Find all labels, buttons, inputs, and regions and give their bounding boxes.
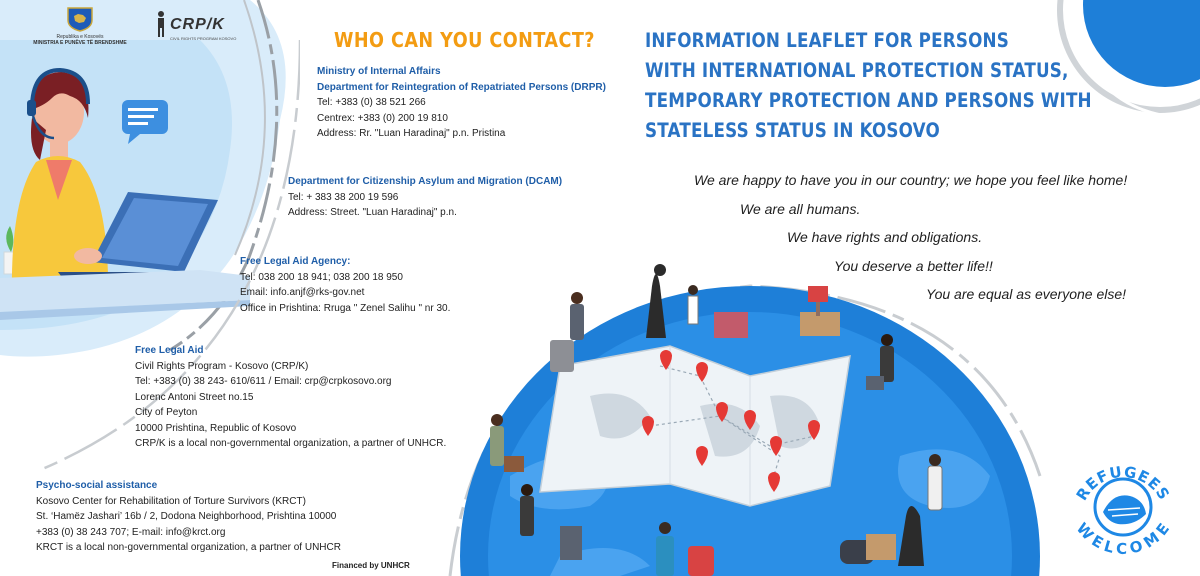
crpk-logo-subtitle: CIVIL RIGHTS PROGRAM KOSOVO [170, 36, 237, 41]
contact-line: Centrex: +383 (0) 200 19 810 [317, 112, 448, 124]
contact-block-legal-aid-agency [240, 254, 450, 316]
contact-line: Office in Prishtina: Rruga " Zenel Salihu " nr 30. [240, 302, 451, 314]
kosovo-logo-line2: MINISTRIA E PUNËVE TË BRENDSHME [33, 40, 127, 46]
kosovo-logo-line1: Republika e Kosovës [56, 34, 104, 40]
contact-heading: Psycho-social assistance [36, 480, 158, 491]
headline-line: STATELESS STATUS IN KOSOVO [645, 119, 940, 142]
slogan-line: You are equal as everyone else! [926, 286, 1127, 302]
contact-line: Tel: +383 (0) 38 243- 610/611 / Email: crp@crpkosovo.org [135, 376, 392, 387]
crpk-logo-name: CRP/K [170, 16, 225, 33]
headline-line: WITH INTERNATIONAL PROTECTION STATUS, [645, 59, 1069, 82]
contact-block-ministry [317, 64, 606, 142]
contact-line: Address: Street. "Luan Haradinaj" p.n. [288, 207, 457, 218]
contact-heading: Free Legal Aid Agency: [240, 256, 351, 267]
contact-line: Tel: 038 200 18 941; 038 200 18 950 [240, 271, 403, 283]
contact-line: +383 (0) 38 243 707; E-mail: info@krct.org [36, 526, 226, 538]
contact-line: KRCT is a local non-governmental organization, a partner of UNHCR [36, 542, 341, 553]
svg-text:WELCOME [1073, 519, 1174, 558]
stamp-bottom-text: WELCOME [1072, 519, 1174, 558]
contact-heading: Department for Citizenship Asylum and Migration (DCAM) [288, 176, 563, 187]
contact-line: CRP/K is a local non-governmental organization, a partner of UNHCR. [135, 438, 447, 449]
contact-block-dcam [288, 174, 562, 221]
contact-line: Kosovo Center for Rehabilitation of Torture Survivors (KRCT) [36, 495, 306, 507]
globe-map-illustration [420, 256, 1060, 576]
contact-heading: Free Legal Aid [135, 345, 204, 356]
contact-block-free-legal-aid [135, 343, 446, 452]
slogan-line: We are all humans. [740, 201, 861, 217]
contact-line: Tel: +383 (0) 38 521 266 [317, 97, 426, 108]
contact-line: St. ‘Hamëz Jashari’ 16b / 2, Dodona Neighborhood, Prishtina 10000 [36, 511, 337, 522]
contact-subheading: Department for Reintegration of Repatriated Persons (DRPR) [317, 81, 606, 93]
stamp-top-text: REFUGEES [1072, 462, 1174, 504]
slogan-line: You deserve a better life!! [834, 258, 993, 274]
slogan-line: We are happy to have you in our country; we hope you feel like home! [694, 172, 1128, 188]
headline-line: TEMPORARY PROTECTION AND PERSONS WITH [645, 89, 1092, 112]
contact-block-psycho-social [36, 478, 341, 556]
contact-line: Lorenc Antoni Street no.15 [135, 391, 254, 403]
leaflet-headline [645, 26, 1092, 146]
contact-title: WHO CAN YOU CONTACT? [334, 28, 595, 52]
slogan-line: We have rights and obligations. [787, 229, 983, 245]
contact-line: Tel: + 383 38 200 19 596 [288, 191, 399, 203]
contact-line: 10000 Prishtina, Republic of Kosovo [135, 422, 297, 434]
headline-line: INFORMATION LEAFLET FOR PERSONS [645, 29, 1009, 52]
refugees-welcome-stamp [1068, 452, 1178, 562]
contact-line: Address: Rr. "Luan Haradinaj" p.n. Pristina [317, 128, 506, 139]
contact-line: Email: info.anjf@rks-gov.net [240, 287, 365, 298]
contact-line: Civil Rights Program - Kosovo (CRP/K) [135, 360, 309, 372]
financed-by-note: Financed by UNHCR [332, 561, 410, 570]
contact-line: City of Peyton [135, 407, 198, 418]
contact-heading: Ministry of Internal Affairs [317, 66, 441, 77]
